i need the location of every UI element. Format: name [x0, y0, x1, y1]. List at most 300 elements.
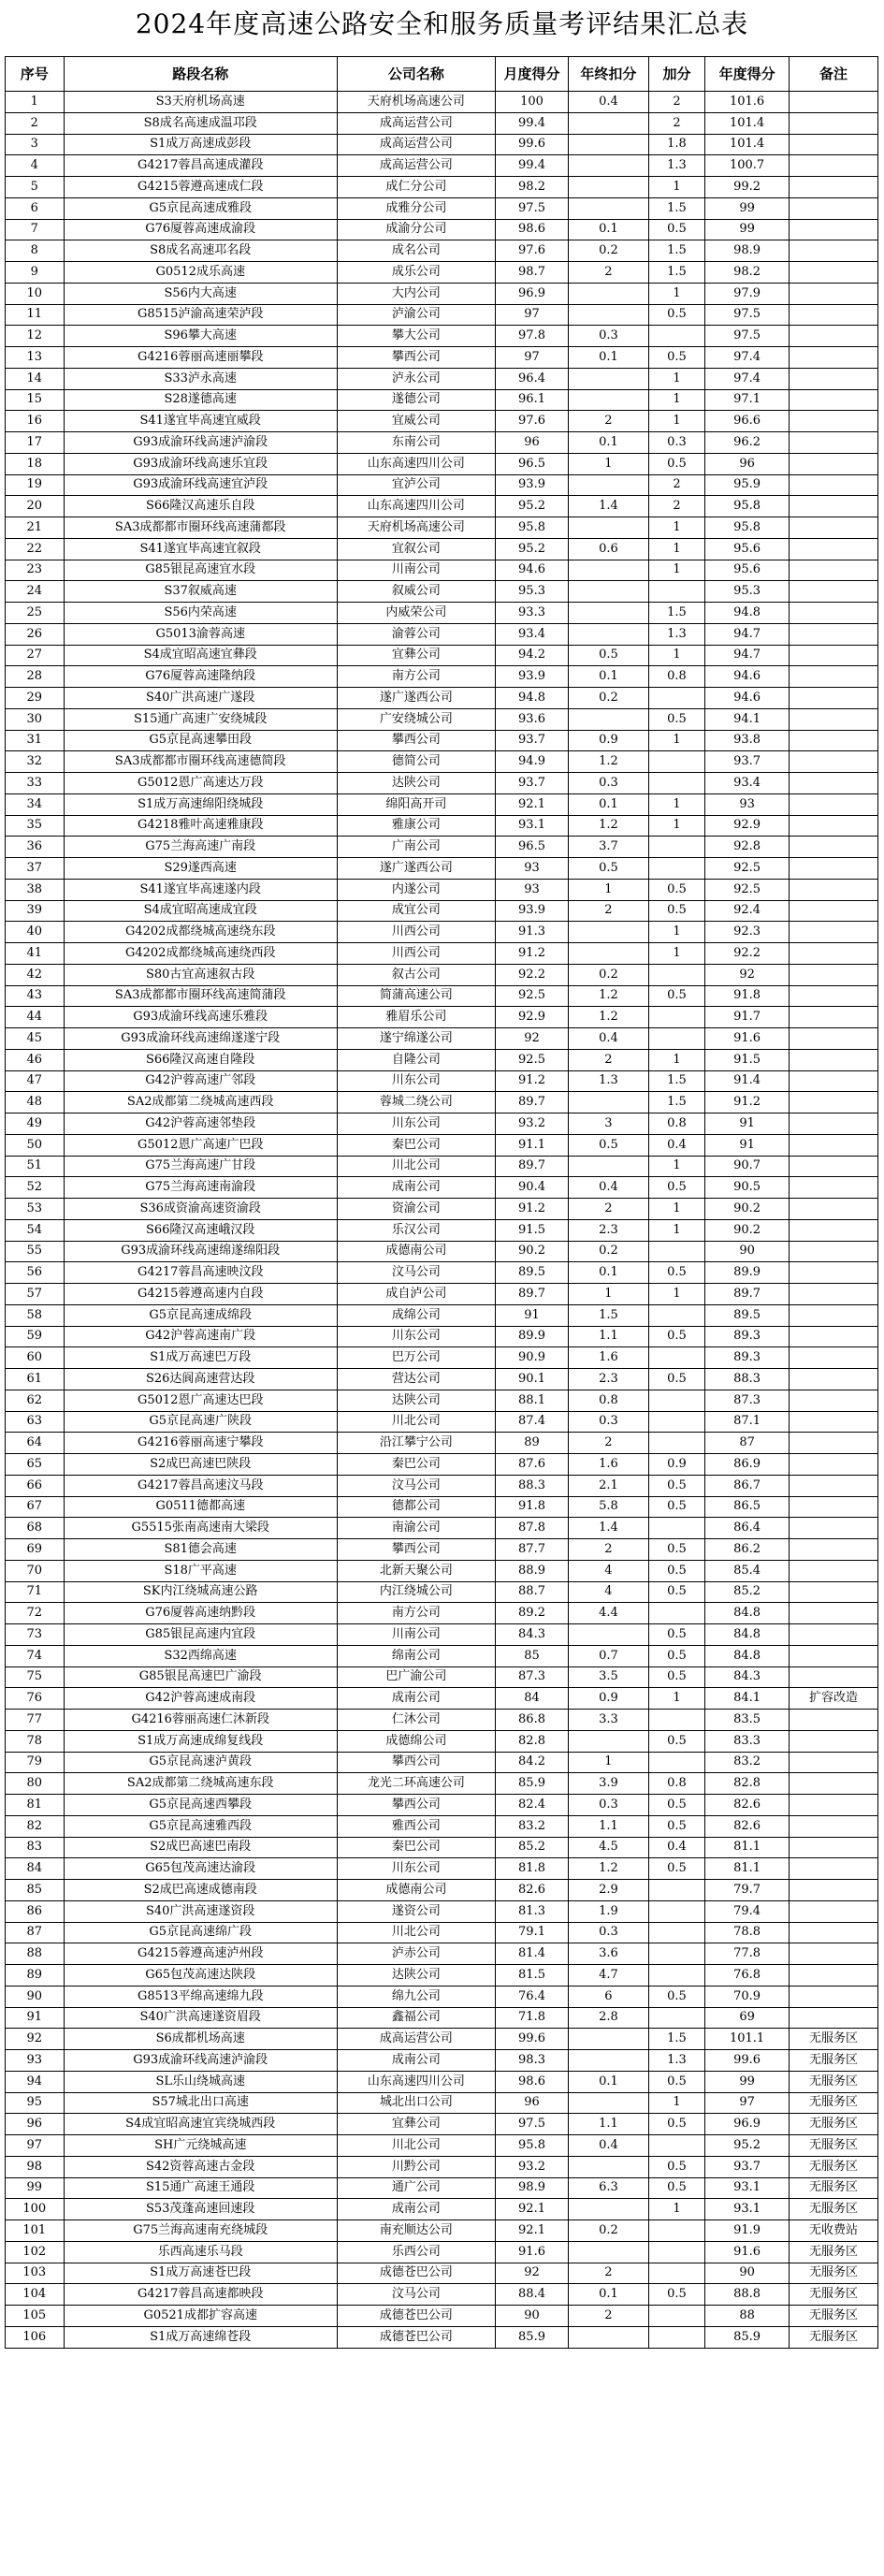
cell-index: 11 — [6, 304, 65, 326]
cell-index: 27 — [6, 645, 65, 666]
cell-road: S33泸永高速 — [64, 368, 337, 389]
cell-company: 川黔公司 — [337, 2156, 495, 2177]
cell-monthly-score: 88.7 — [495, 1581, 568, 1603]
table-row — [6, 197, 878, 219]
cell-remark — [789, 1730, 877, 1752]
table-row — [6, 2156, 878, 2177]
cell-annual-score: 85.4 — [705, 1560, 790, 1581]
cell-monthly-score: 85.9 — [495, 1773, 568, 1795]
cell-deduction: 2 — [569, 1433, 649, 1454]
cell-road: S2成巴高速巴陕段 — [64, 1454, 337, 1476]
table-row — [6, 2135, 878, 2157]
cell-road: SA3成都都市圈环线高速简蒲段 — [64, 985, 337, 1007]
cell-deduction: 1 — [569, 453, 649, 474]
cell-deduction: 4.5 — [569, 1837, 649, 1858]
cell-road: G5013渝蓉高速 — [64, 623, 337, 645]
cell-company: 绵九公司 — [337, 1986, 495, 2007]
cell-road: S15通广高速广安绕城段 — [64, 708, 337, 730]
page-title: 2024年度高速公路安全和服务质量考评结果汇总表 — [135, 8, 749, 39]
cell-remark — [789, 1156, 877, 1177]
cell-deduction: 2 — [569, 900, 649, 922]
table-row — [6, 432, 878, 454]
cell-deduction — [569, 112, 649, 134]
cell-road: G93成渝环线高速宜泸段 — [64, 474, 337, 496]
cell-company: 成渝分公司 — [337, 219, 495, 240]
cell-monthly-score: 85.2 — [495, 1837, 568, 1858]
cell-monthly-score: 76.4 — [495, 1986, 568, 2007]
cell-company: 巴万公司 — [337, 1347, 495, 1369]
cell-company: 遂宁绵遂公司 — [337, 1028, 495, 1050]
cell-company: 攀西公司 — [337, 347, 495, 369]
cell-deduction: 2 — [569, 1199, 649, 1220]
cell-road: S18广平高速 — [64, 1560, 337, 1581]
cell-index: 87 — [6, 1922, 65, 1943]
cell-monthly-score: 88.1 — [495, 1390, 568, 1411]
cell-remark — [789, 1028, 877, 1050]
cell-bonus: 0.5 — [648, 1496, 705, 1518]
cell-company: 南方公司 — [337, 666, 495, 688]
cell-company: 汶马公司 — [337, 1475, 495, 1496]
cell-annual-score: 95.3 — [705, 581, 790, 603]
cell-remark — [789, 453, 877, 474]
cell-company: 营达公司 — [337, 1369, 495, 1390]
cell-remark: 无服务区 — [789, 2326, 877, 2348]
cell-index: 76 — [6, 1688, 65, 1710]
cell-remark — [789, 943, 877, 965]
cell-deduction: 0.9 — [569, 730, 649, 751]
cell-bonus: 1.5 — [648, 262, 705, 284]
cell-bonus — [648, 2306, 705, 2327]
cell-company: 绵阳高开司 — [337, 793, 495, 815]
cell-remark — [789, 326, 877, 347]
cell-company: 达陕公司 — [337, 1965, 495, 1987]
cell-company: 成名公司 — [337, 240, 495, 262]
cell-monthly-score: 88.9 — [495, 1560, 568, 1581]
cell-deduction: 2 — [569, 2306, 649, 2327]
cell-company: 遂广遂西公司 — [337, 858, 495, 880]
header-road: 路段名称 — [64, 57, 337, 92]
cell-company: 南渝公司 — [337, 1518, 495, 1539]
cell-annual-score: 99 — [705, 2071, 790, 2092]
cell-monthly-score: 90.4 — [495, 1177, 568, 1199]
cell-index: 98 — [6, 2156, 65, 2177]
cell-remark — [789, 1304, 877, 1326]
cell-bonus — [648, 2135, 705, 2157]
cell-road: G76厦蓉高速隆纳段 — [64, 666, 337, 688]
cell-road: G5京昆高速西攀段 — [64, 1795, 337, 1816]
table-row — [6, 1092, 878, 1113]
table-body — [6, 92, 878, 2349]
cell-annual-score: 86.4 — [705, 1518, 790, 1539]
cell-index: 29 — [6, 688, 65, 709]
cell-company: 龙光二环高速公司 — [337, 1773, 495, 1795]
cell-deduction — [569, 389, 649, 411]
cell-index: 86 — [6, 1900, 65, 1922]
cell-road: G5012恩广高速达万段 — [64, 773, 337, 794]
cell-index: 50 — [6, 1134, 65, 1156]
cell-deduction: 2.3 — [569, 1219, 649, 1241]
cell-monthly-score: 93.9 — [495, 900, 568, 922]
cell-monthly-score: 88.4 — [495, 2284, 568, 2306]
table-row — [6, 1177, 878, 1199]
cell-remark — [789, 1134, 877, 1156]
cell-company: 通广公司 — [337, 2177, 495, 2199]
cell-bonus: 1.5 — [648, 603, 705, 624]
cell-bonus — [648, 1880, 705, 1901]
cell-remark — [789, 1710, 877, 1731]
cell-road: S1成万高速巴万段 — [64, 1347, 337, 1369]
cell-road: S40广洪高速遂资眉段 — [64, 2007, 337, 2029]
cell-index: 39 — [6, 900, 65, 922]
cell-monthly-score: 93.7 — [495, 773, 568, 794]
cell-remark — [789, 837, 877, 858]
cell-road: G5京昆高速泸黄段 — [64, 1752, 337, 1773]
cell-remark — [789, 368, 877, 389]
cell-road: S2成巴高速巴南段 — [64, 1837, 337, 1858]
cell-index: 94 — [6, 2071, 65, 2092]
cell-deduction: 0.4 — [569, 2135, 649, 2157]
cell-index: 42 — [6, 964, 65, 985]
cell-annual-score: 83.5 — [705, 1710, 790, 1731]
cell-annual-score: 91.5 — [705, 1049, 790, 1070]
cell-bonus: 0.5 — [648, 2177, 705, 2199]
cell-remark — [789, 922, 877, 943]
cell-annual-score: 91.2 — [705, 1092, 790, 1113]
cell-annual-score: 70.9 — [705, 1986, 790, 2007]
cell-monthly-score: 71.8 — [495, 2007, 568, 2029]
table-row — [6, 326, 878, 347]
table-row — [6, 1433, 878, 1454]
cell-annual-score: 99.2 — [705, 177, 790, 198]
cell-bonus: 0.5 — [648, 879, 705, 900]
table-row — [6, 985, 878, 1007]
cell-monthly-score: 90 — [495, 2306, 568, 2327]
cell-remark: 无服务区 — [789, 2071, 877, 2092]
cell-monthly-score: 94.2 — [495, 645, 568, 666]
cell-company: 川东公司 — [337, 1070, 495, 1092]
cell-deduction: 0.1 — [569, 347, 649, 369]
cell-index: 35 — [6, 815, 65, 837]
cell-deduction: 0.3 — [569, 1411, 649, 1433]
cell-annual-score: 96 — [705, 453, 790, 474]
table-row — [6, 304, 878, 326]
cell-bonus: 1 — [648, 517, 705, 539]
cell-annual-score: 94.6 — [705, 666, 790, 688]
cell-annual-score: 92.3 — [705, 922, 790, 943]
cell-index: 28 — [6, 666, 65, 688]
cell-bonus: 1 — [648, 1284, 705, 1305]
cell-monthly-score: 89.7 — [495, 1092, 568, 1113]
cell-deduction: 4 — [569, 1560, 649, 1581]
cell-index: 25 — [6, 603, 65, 624]
cell-road: S41遂宜毕高速宜叙段 — [64, 538, 337, 560]
cell-index: 22 — [6, 538, 65, 560]
cell-remark — [789, 155, 877, 177]
cell-bonus — [648, 1007, 705, 1028]
cell-road: S80古宜高速叙古段 — [64, 964, 337, 985]
cell-company: 东南公司 — [337, 432, 495, 454]
table-row — [6, 1070, 878, 1092]
cell-company: 攀西公司 — [337, 1539, 495, 1561]
cell-index: 40 — [6, 922, 65, 943]
cell-annual-score: 95.8 — [705, 496, 790, 517]
cell-index: 96 — [6, 2114, 65, 2135]
cell-road: S41遂宜毕高速宜威段 — [64, 411, 337, 432]
cell-index: 80 — [6, 1773, 65, 1795]
cell-annual-score: 76.8 — [705, 1965, 790, 1987]
cell-annual-score: 101.6 — [705, 92, 790, 113]
cell-road: G4216蓉丽高速丽攀段 — [64, 347, 337, 369]
cell-deduction — [569, 177, 649, 198]
cell-bonus — [648, 1710, 705, 1731]
cell-company: 内威荣公司 — [337, 603, 495, 624]
cell-index: 64 — [6, 1433, 65, 1454]
cell-road: S37叙威高速 — [64, 581, 337, 603]
cell-remark — [789, 1496, 877, 1518]
cell-deduction: 0.4 — [569, 1028, 649, 1050]
cell-company: 川北公司 — [337, 1411, 495, 1433]
cell-road: S66隆汉高速乐自段 — [64, 496, 337, 517]
table-row — [6, 2092, 878, 2114]
cell-remark — [789, 1603, 877, 1624]
cell-bonus: 1 — [648, 560, 705, 581]
table-row — [6, 1943, 878, 1965]
cell-bonus — [648, 964, 705, 985]
cell-deduction: 1.2 — [569, 751, 649, 773]
cell-remark — [789, 496, 877, 517]
cell-deduction: 1.5 — [569, 1304, 649, 1326]
table-row — [6, 368, 878, 389]
cell-deduction: 4 — [569, 1581, 649, 1603]
table-row — [6, 1624, 878, 1646]
cell-monthly-score: 91.2 — [495, 1070, 568, 1092]
cell-deduction: 1.2 — [569, 815, 649, 837]
cell-road: S8成名高速成温邛段 — [64, 112, 337, 134]
cell-bonus: 1.5 — [648, 1070, 705, 1092]
table-row — [6, 347, 878, 369]
cell-monthly-score: 84.3 — [495, 1624, 568, 1646]
table-row — [6, 708, 878, 730]
cell-company: 川东公司 — [337, 1858, 495, 1880]
table-row — [6, 688, 878, 709]
cell-bonus — [648, 1241, 705, 1262]
cell-monthly-score: 96 — [495, 432, 568, 454]
cell-index: 41 — [6, 943, 65, 965]
cell-monthly-score: 87.7 — [495, 1539, 568, 1561]
cell-road: SL乐山绕城高速 — [64, 2071, 337, 2092]
cell-index: 44 — [6, 1007, 65, 1028]
cell-annual-score: 81.1 — [705, 1858, 790, 1880]
cell-road: S57城北出口高速 — [64, 2092, 337, 2114]
cell-remark: 无服务区 — [789, 2177, 877, 2199]
table-row — [6, 2263, 878, 2284]
cell-remark — [789, 773, 877, 794]
cell-monthly-score: 93.4 — [495, 623, 568, 645]
cell-remark — [789, 389, 877, 411]
cell-road: S1成万高速苍巴段 — [64, 2263, 337, 2284]
cell-company: 成仁分公司 — [337, 177, 495, 198]
cell-remark — [789, 1645, 877, 1666]
cell-bonus: 1 — [648, 1688, 705, 1710]
cell-company: 城北出口公司 — [337, 2092, 495, 2114]
cell-monthly-score: 98.2 — [495, 177, 568, 198]
cell-index: 81 — [6, 1795, 65, 1816]
table-row — [6, 1496, 878, 1518]
cell-company: 汶马公司 — [337, 2284, 495, 2306]
cell-remark — [789, 793, 877, 815]
cell-annual-score: 90 — [705, 1241, 790, 1262]
cell-deduction: 0.3 — [569, 1922, 649, 1943]
cell-bonus: 0.5 — [648, 708, 705, 730]
cell-index: 23 — [6, 560, 65, 581]
cell-deduction — [569, 2029, 649, 2050]
cell-index: 102 — [6, 2241, 65, 2263]
cell-deduction: 0.2 — [569, 240, 649, 262]
cell-road: G85银昆高速巴广渝段 — [64, 1666, 337, 1688]
cell-road: SA2成都第二绕城高速西段 — [64, 1092, 337, 1113]
header-company: 公司名称 — [337, 57, 495, 92]
cell-deduction: 1.1 — [569, 1815, 649, 1837]
cell-index: 93 — [6, 2050, 65, 2072]
header-annual-score: 年度得分 — [705, 57, 790, 92]
cell-annual-score: 92.5 — [705, 879, 790, 900]
cell-company: 内江绕城公司 — [337, 1581, 495, 1603]
cell-bonus: 0.5 — [648, 1560, 705, 1581]
table-row — [6, 1645, 878, 1666]
cell-remark — [789, 815, 877, 837]
cell-annual-score: 77.8 — [705, 1943, 790, 1965]
cell-company: 成德苍巴公司 — [337, 2326, 495, 2348]
cell-deduction: 0.1 — [569, 219, 649, 240]
cell-annual-score: 82.6 — [705, 1795, 790, 1816]
cell-company: 绵南公司 — [337, 1645, 495, 1666]
cell-monthly-score: 96.5 — [495, 837, 568, 858]
cell-deduction: 0.4 — [569, 92, 649, 113]
cell-annual-score: 86.7 — [705, 1475, 790, 1496]
cell-index: 85 — [6, 1880, 65, 1901]
cell-bonus: 0.3 — [648, 432, 705, 454]
cell-index: 54 — [6, 1219, 65, 1241]
cell-company: 川西公司 — [337, 943, 495, 965]
cell-remark: 扩容改造 — [789, 1688, 877, 1710]
cell-remark — [789, 2007, 877, 2029]
cell-road: G4215蓉遵高速成仁段 — [64, 177, 337, 198]
cell-company: 乐西公司 — [337, 2241, 495, 2263]
cell-annual-score: 99.6 — [705, 2050, 790, 2072]
cell-road: S53茂蓬高速回速段 — [64, 2199, 337, 2220]
table-row — [6, 411, 878, 432]
cell-bonus: 2 — [648, 92, 705, 113]
cell-annual-score: 84.1 — [705, 1688, 790, 1710]
cell-deduction — [569, 197, 649, 219]
cell-bonus — [648, 1752, 705, 1773]
cell-deduction: 3.5 — [569, 1666, 649, 1688]
cell-road: G4218雅叶高速雅康段 — [64, 815, 337, 837]
cell-deduction: 3.9 — [569, 1773, 649, 1795]
cell-index: 49 — [6, 1113, 65, 1135]
cell-road: G4217蓉昌高速映汶段 — [64, 1262, 337, 1284]
cell-monthly-score: 84.2 — [495, 1752, 568, 1773]
cell-annual-score: 91.6 — [705, 2241, 790, 2263]
cell-remark — [789, 730, 877, 751]
cell-index: 59 — [6, 1326, 65, 1347]
cell-monthly-score: 90.2 — [495, 1241, 568, 1262]
cell-annual-score: 96.9 — [705, 2114, 790, 2135]
cell-index: 62 — [6, 1390, 65, 1411]
cell-road: S42资蓉高速古金段 — [64, 2156, 337, 2177]
cell-remark — [789, 1369, 877, 1390]
cell-remark — [789, 560, 877, 581]
cell-bonus: 0.5 — [648, 2114, 705, 2135]
cell-monthly-score: 85 — [495, 1645, 568, 1666]
cell-road: SH广元绕城高速 — [64, 2135, 337, 2157]
cell-deduction: 0.5 — [569, 645, 649, 666]
cell-monthly-score: 98.6 — [495, 2071, 568, 2092]
cell-bonus: 1.5 — [648, 240, 705, 262]
cell-annual-score: 91.4 — [705, 1070, 790, 1092]
cell-company: 成高运营公司 — [337, 155, 495, 177]
cell-monthly-score: 85.9 — [495, 2326, 568, 2348]
cell-deduction: 0.2 — [569, 688, 649, 709]
cell-monthly-score: 97.5 — [495, 197, 568, 219]
cell-index: 75 — [6, 1666, 65, 1688]
cell-index: 9 — [6, 262, 65, 284]
cell-deduction: 0.8 — [569, 1390, 649, 1411]
cell-index: 106 — [6, 2326, 65, 2348]
cell-road: G4202成都绕城高速绕东段 — [64, 922, 337, 943]
cell-bonus: 1.3 — [648, 2050, 705, 2072]
cell-bonus: 2 — [648, 112, 705, 134]
cell-bonus — [648, 837, 705, 858]
cell-bonus — [648, 1900, 705, 1922]
cell-road: G5京昆高速广陕段 — [64, 1411, 337, 1433]
cell-monthly-score: 89.7 — [495, 1284, 568, 1305]
table-row — [6, 666, 878, 688]
cell-annual-score: 94.7 — [705, 623, 790, 645]
cell-road: S32西绵高速 — [64, 1645, 337, 1666]
cell-annual-score: 97.4 — [705, 347, 790, 369]
cell-annual-score: 93.4 — [705, 773, 790, 794]
cell-annual-score: 98.9 — [705, 240, 790, 262]
cell-monthly-score: 93.1 — [495, 815, 568, 837]
cell-monthly-score: 91.5 — [495, 1219, 568, 1241]
cell-monthly-score: 93.9 — [495, 474, 568, 496]
table-row — [6, 1795, 878, 1816]
cell-index: 7 — [6, 219, 65, 240]
cell-bonus — [648, 688, 705, 709]
cell-monthly-score: 98.7 — [495, 262, 568, 284]
cell-deduction: 1.2 — [569, 1007, 649, 1028]
cell-bonus: 0.5 — [648, 453, 705, 474]
table-row — [6, 2241, 878, 2263]
cell-monthly-score: 91.2 — [495, 943, 568, 965]
cell-company: 川东公司 — [337, 1113, 495, 1135]
cell-index: 2 — [6, 112, 65, 134]
table-row — [6, 1880, 878, 1901]
cell-monthly-score: 87.4 — [495, 1411, 568, 1433]
cell-index: 101 — [6, 2220, 65, 2242]
cell-remark — [789, 1752, 877, 1773]
cell-monthly-score: 99.4 — [495, 155, 568, 177]
cell-monthly-score: 92.1 — [495, 2220, 568, 2242]
table-row — [6, 837, 878, 858]
cell-index: 5 — [6, 177, 65, 198]
cell-road: G93成渝环线高速泸渝段 — [64, 432, 337, 454]
cell-index: 48 — [6, 1092, 65, 1113]
cell-annual-score: 88.8 — [705, 2284, 790, 2306]
cell-company: 内遂公司 — [337, 879, 495, 900]
cell-bonus — [648, 1411, 705, 1433]
